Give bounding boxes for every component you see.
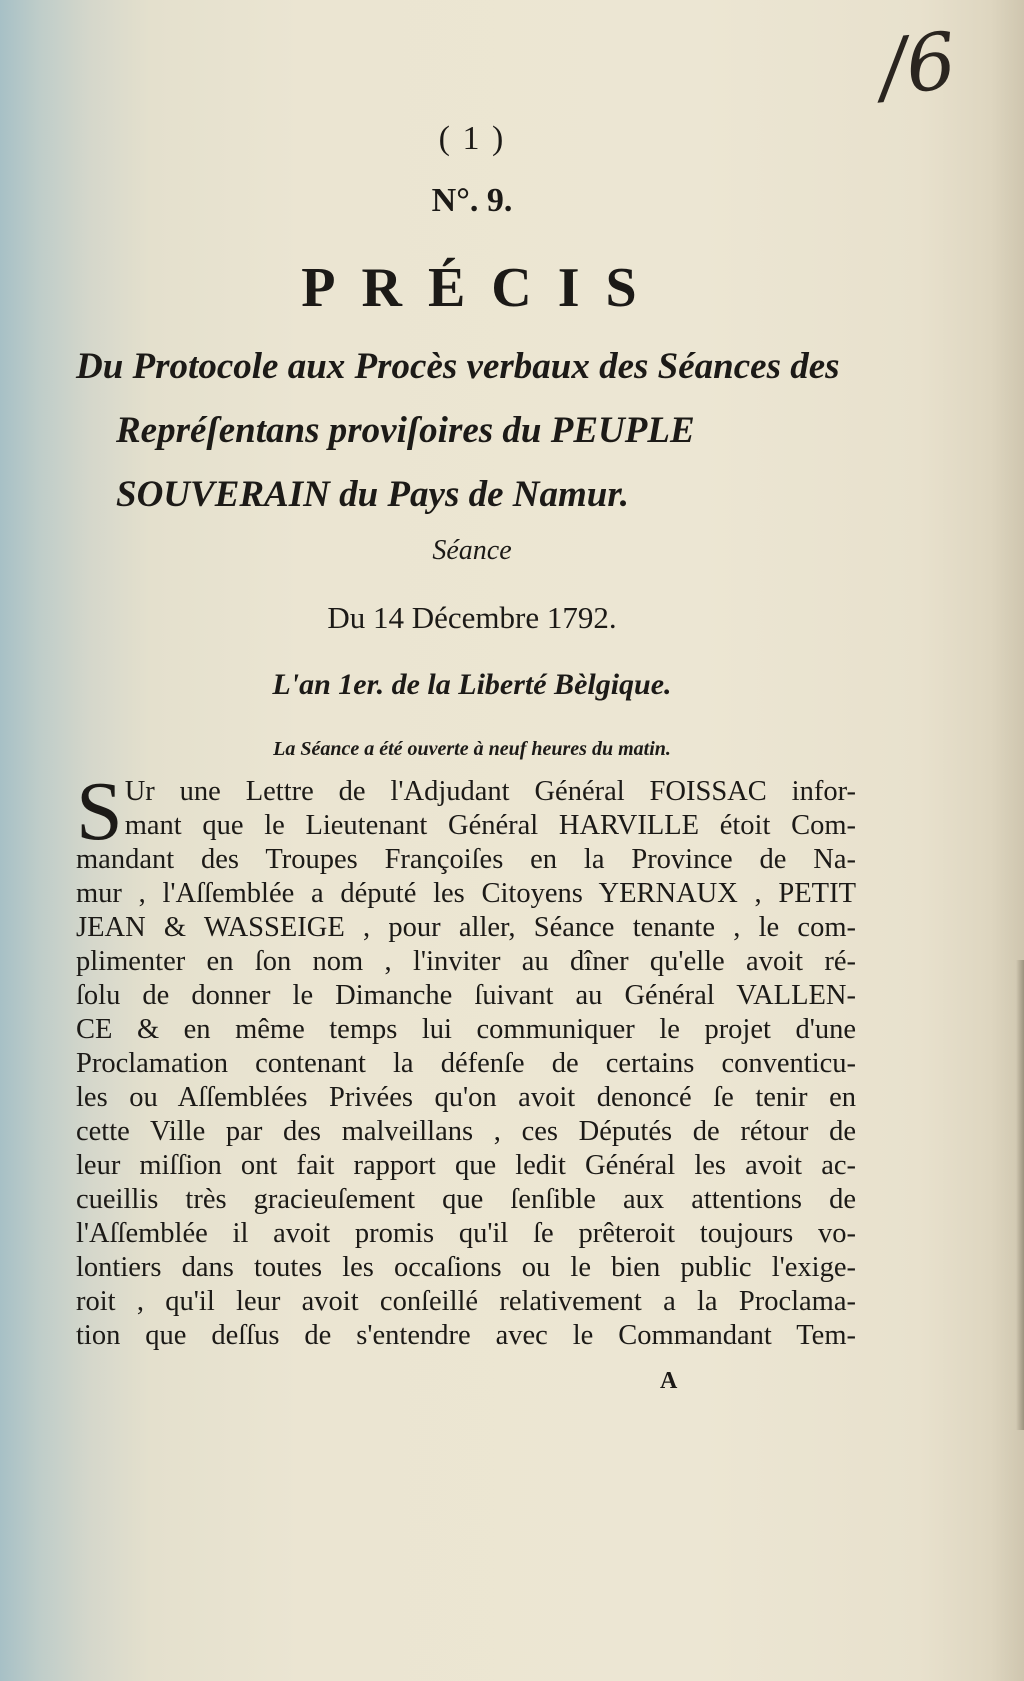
body-line: lontiers dans toutes les occaſions ou le bien public l'exige- bbox=[76, 1252, 856, 1283]
body-line: mur , l'Aſſemblée a député les Citoyens YERNAUX , PETIT bbox=[76, 878, 856, 909]
signature-mark: A bbox=[660, 1368, 678, 1394]
body-line: l'Aſſemblée il avoit promis qu'il ſe prêteroit toujours vo- bbox=[76, 1218, 856, 1249]
document-title: PRÉCIS bbox=[301, 257, 663, 319]
body-line: tion que deſſus de s'entendre avec le Commandant Tem- bbox=[76, 1320, 856, 1351]
body-line: roit , qu'il leur avoit conſeillé relativement a la Proclama- bbox=[76, 1286, 856, 1317]
body-line: CE & en même temps lui communiquer le projet d'une bbox=[76, 1014, 856, 1045]
body-line: JEAN & WASSEIGE , pour aller, Séance tenante , le com- bbox=[76, 912, 856, 943]
session-date: Du 14 Décembre 1792. bbox=[327, 600, 617, 635]
seance-label: Séance bbox=[432, 535, 512, 566]
folio-number: /6 bbox=[875, 16, 961, 114]
body-line: mant que le Lieutenant Général HARVILLE étoit Com- bbox=[124, 810, 856, 841]
body-line: cueillis très gracieuſement que ſenſible aux attentions de bbox=[76, 1184, 856, 1215]
liberty-year-line: L'an 1er. de la Liberté Bèlgique. bbox=[272, 668, 672, 701]
body-line: cette Ville par des malveillans , ces Députés de rétour de bbox=[76, 1116, 856, 1147]
body-paragraph bbox=[76, 765, 856, 1353]
document-number: N°. 9. bbox=[431, 182, 513, 219]
opening-line: La Séance a été ouverte à neuf heures du matin. bbox=[273, 738, 671, 760]
body-line: plimenter en ſon nom , l'inviter au dîner qu'elle avoit ré- bbox=[76, 946, 856, 977]
body-line: ſolu de donner le Dimanche ſuivant au Général VALLEN- bbox=[76, 980, 856, 1011]
body-line: leur miſſion ont fait rapport que ledit Général les avoit ac- bbox=[76, 1150, 856, 1181]
body-line: Ur une Lettre de l'Adjudant Général FOISSAC infor- bbox=[124, 776, 856, 807]
body-line: mandant des Troupes Françoiſes en la Province de Na- bbox=[76, 844, 856, 875]
body-line: Proclamation contenant la défenſe de certains conventicu- bbox=[76, 1048, 856, 1079]
body-line: les ou Aſſemblées Privées qu'on avoit denoncé ſe tenir en bbox=[76, 1082, 856, 1113]
page-number: ( 1 ) bbox=[438, 120, 506, 157]
drop-cap: S bbox=[76, 765, 123, 858]
document-subtitle: Du Protocole aux Procès verbaux des Séances des Repréſentans proviſoires du PEUPLE SOUVERAIN du Pays de Namur. bbox=[76, 346, 840, 515]
